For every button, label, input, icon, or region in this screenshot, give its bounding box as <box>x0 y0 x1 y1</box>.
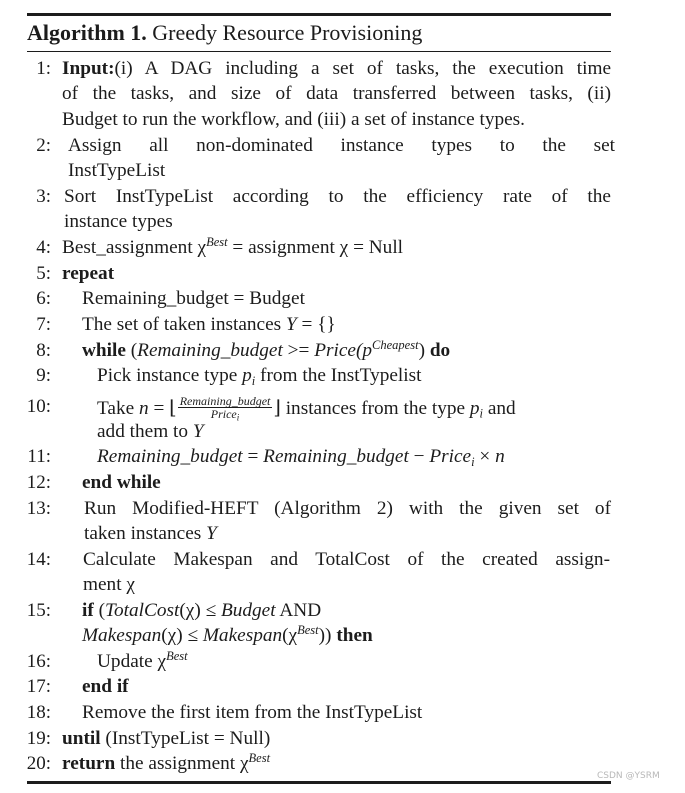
line-14-cont: ment χ <box>83 574 135 595</box>
line-7: The set of taken instances Y = {} <box>82 314 336 335</box>
line-4: Best_assignment $\chi^{Best}$ = assignment χ = Null <box>62 235 404 258</box>
line-1-cont: Budget to run the workflow, and (iii) a set of instance types. <box>62 109 525 130</box>
keyword: Input: <box>62 58 115 79</box>
line-number: 18: <box>26 702 51 723</box>
line-number: 17: <box>26 676 51 697</box>
bottom-rule <box>27 781 611 784</box>
line-1: Input:(i) A DAG including a set of tasks, the execution time <box>62 58 611 79</box>
line-number: 1: <box>36 58 51 79</box>
line-3: Sort InstTypeList according to the efficiency rate of the <box>64 186 611 207</box>
line-number: 16: <box>26 651 51 672</box>
line-1-cont: of the tasks, and size of data transferred between tasks, (ii) <box>62 83 611 104</box>
line-number: 5: <box>36 263 51 284</box>
line-18: Remove the first item from the InstTypeList <box>82 702 423 723</box>
fraction: $\frac{\text{Remaining\_budget}}{Price_i}$ <box>179 394 271 423</box>
watermark: CSDN @YSRM <box>597 771 660 781</box>
line-number: 14: <box>26 549 51 570</box>
top-rule <box>27 13 611 16</box>
line-17: end if <box>82 676 129 697</box>
line-8: while (Remaining_budget >= $Price(p^{Cheapest})$ do <box>82 338 451 361</box>
line-11: Remaining_budget = Remaining_budget − Price$_i$ × n <box>97 446 505 469</box>
line-number: 2: <box>36 135 51 156</box>
line-number: 7: <box>36 314 51 335</box>
line-2: Assign all non-dominated instance types to the set <box>68 135 615 156</box>
line-13: Run Modified-HEFT (Algorithm 2) with the given set of <box>84 498 611 519</box>
line-number: 15: <box>26 600 51 621</box>
line-12: end while <box>82 472 161 493</box>
line-number: 6: <box>36 288 51 309</box>
line-6: Remaining_budget = Budget <box>82 288 305 309</box>
line-20: return the assignment $\chi^{Best}$ <box>62 751 271 774</box>
line-number: 11: <box>27 446 51 467</box>
line-2-cont: InstTypeList <box>68 160 166 181</box>
header-rule <box>27 51 611 52</box>
line-13-cont: taken instances Y <box>84 523 217 544</box>
line-number: 10: <box>26 396 51 417</box>
line-19: until (InstTypeList = Null) <box>62 728 271 749</box>
algorithm-title <box>27 17 422 49</box>
line-15: if (TotalCost(χ) ≤ Budget AND <box>82 600 322 621</box>
line-number: 4: <box>36 237 51 258</box>
line-10: Take n = ⌊ $\frac{\text{Remaining\_budget}}{Price_i}$ ⌋ instances from the type $p_i$ and <box>97 394 516 423</box>
line-number: 13: <box>26 498 51 519</box>
line-number: 8: <box>36 340 51 361</box>
line-16: Update $\chi^{Best}$ <box>97 649 188 672</box>
line-number: 19: <box>26 728 51 749</box>
line-5: repeat <box>62 263 115 284</box>
line-10-cont: add them to Y <box>97 421 204 442</box>
algorithm-name: Greedy Resource Provisioning <box>152 20 423 45</box>
algorithm-label: Algorithm 1. <box>27 20 147 45</box>
line-14: Calculate Makespan and TotalCost of the created assign- <box>83 549 610 570</box>
line-3-cont: instance types <box>64 211 173 232</box>
line-number: 12: <box>26 472 51 493</box>
line-number: 9: <box>36 365 51 386</box>
line-number: 3: <box>36 186 51 207</box>
line-15-cont: Makespan(χ) ≤ $Makespan(\chi^{Best})$) then <box>82 623 373 646</box>
line-9: Pick instance type $p_i$ from the InstTypelist <box>97 365 422 388</box>
line-number: 20: <box>26 753 51 774</box>
